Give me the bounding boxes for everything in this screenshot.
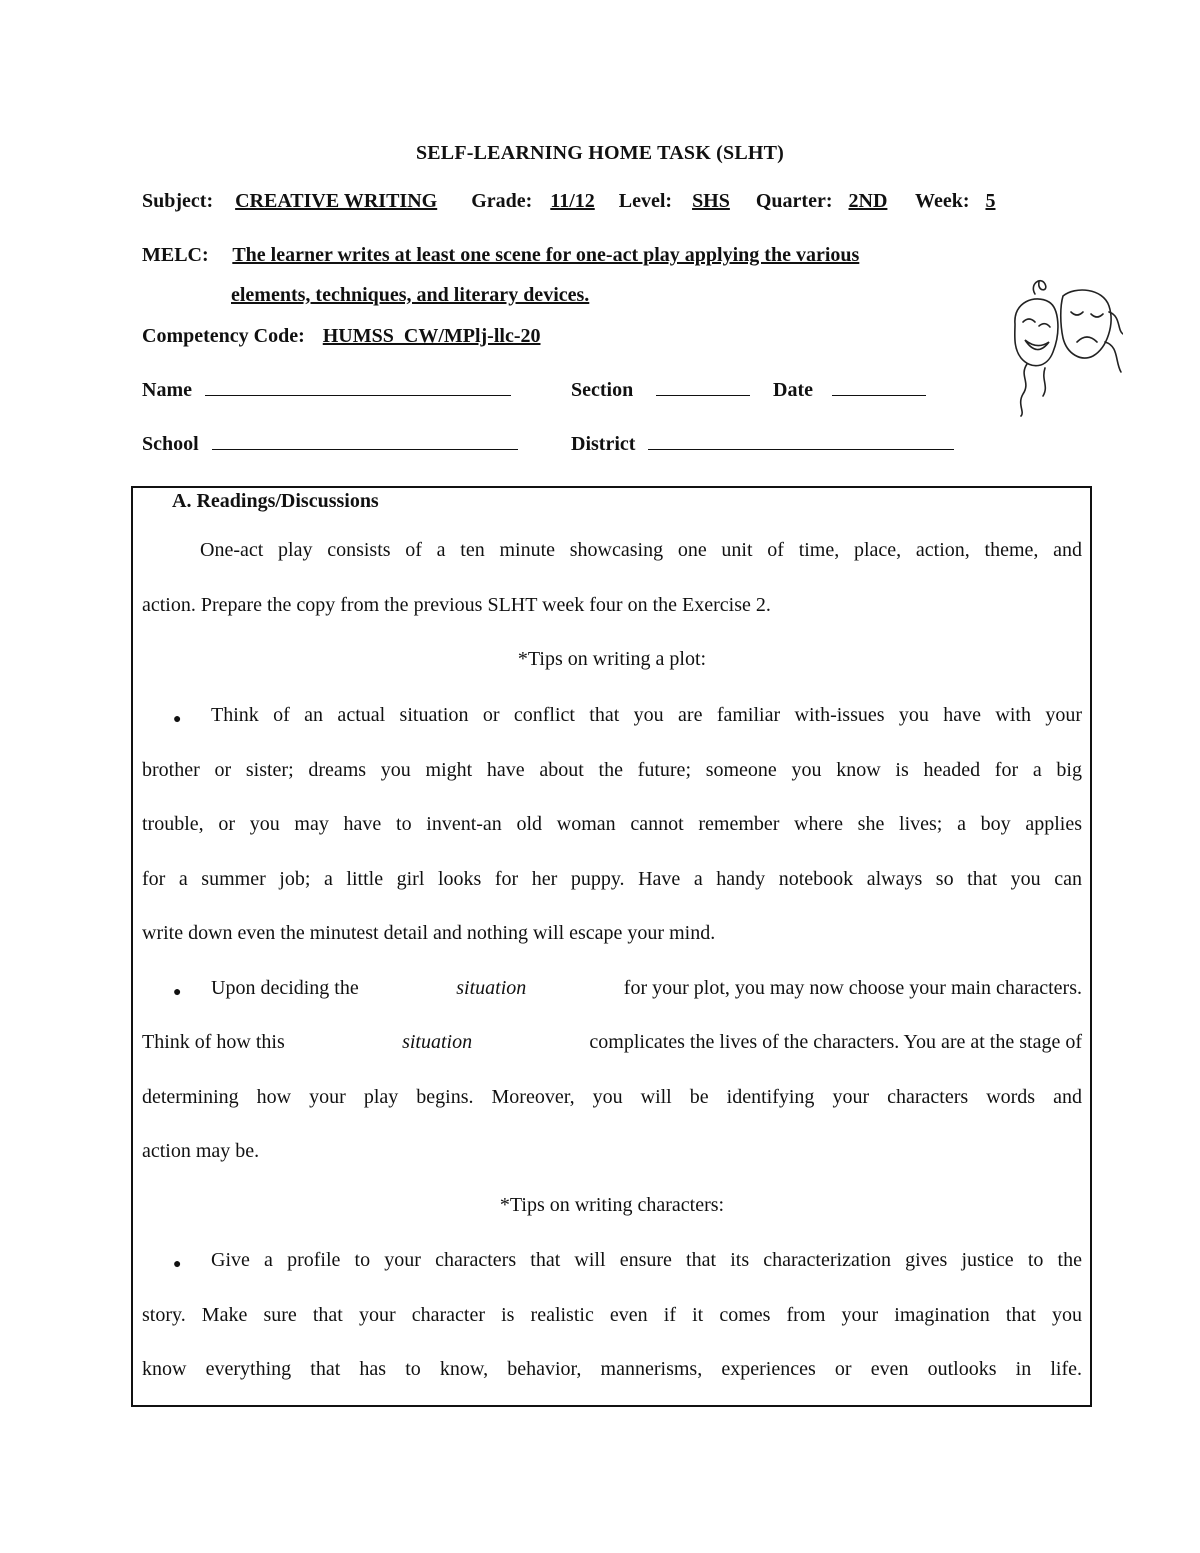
date-field[interactable] [773, 379, 926, 402]
melc-text-line2: elements, techniques, and literary devices. [231, 284, 590, 306]
melc-text-line1: The learner writes at least one scene for one-act play applying the various [232, 244, 860, 266]
bullet1-line-2: brother or sister; dreams you might have about the future; someone you know is headed for a big [142, 759, 1082, 781]
bullet2-line-1-b: for your plot, you may now choose your main characters. [623, 977, 1082, 999]
melc-row [142, 244, 859, 267]
school-field[interactable] [142, 433, 518, 456]
quarter-value: 2ND [848, 190, 888, 212]
bullet2-line-1 [211, 975, 1082, 1002]
subject-label: Subject: [142, 190, 214, 212]
district-field[interactable] [571, 433, 954, 456]
school-blank[interactable] [212, 433, 518, 450]
competency-label: Competency Code: [142, 325, 305, 347]
bullet2-line-3: determining how your play begins. Moreover, you will be identifying your characters words and [142, 1086, 1082, 1108]
section-field[interactable] [571, 379, 750, 402]
school-label: School [142, 433, 199, 455]
tips-characters-heading: *Tips on writing characters: [499, 1194, 725, 1216]
theater-masks-icon [1005, 272, 1123, 418]
bullet-dot-icon: ● [173, 712, 182, 727]
bullet2-line-4: action may be. [142, 1140, 260, 1162]
bullet-dot-icon: ● [173, 985, 182, 1000]
level-value: SHS [692, 190, 730, 212]
bullet1-line-1: Think of an actual situation or conflict that you are familiar with-issues you have with your [211, 704, 1082, 726]
bullet2-line-2 [142, 1029, 1082, 1056]
bullet1-line-5: write down even the minutest detail and nothing will escape your mind. [142, 922, 716, 944]
date-label: Date [773, 379, 813, 401]
section-blank[interactable] [656, 379, 750, 396]
bullet2-line-2-a: Think of how this [142, 1031, 285, 1053]
intro-line-1: One-act play consists of a ten minute showcasing one unit of time, place, action, theme, and [200, 539, 1082, 561]
readings-heading: A. Readings/Discussions [172, 490, 379, 512]
date-blank[interactable] [832, 379, 926, 396]
bullet3-line-3: know everything that has to know, behavior, mannerisms, experiences or even outlooks in life. [142, 1358, 1082, 1380]
bullet3-line-1: Give a profile to your characters that will ensure that its characterization gives justice to the [211, 1249, 1082, 1271]
competency-row [142, 325, 541, 348]
intro-line-2: action. Prepare the copy from the previous SLHT week four on the Exercise 2. [142, 594, 771, 616]
name-blank[interactable] [205, 379, 511, 396]
bullet3-line-2: story. Make sure that your character is realistic even if it comes from your imagination that you [142, 1304, 1082, 1326]
bullet1-line-3: trouble, or you may have to invent-an old woman cannot remember where she lives; a boy applies [142, 813, 1082, 835]
subject-row [142, 190, 995, 213]
level-label: Level: [618, 190, 673, 212]
district-label: District [571, 433, 636, 455]
document-title: SELF-LEARNING HOME TASK (SLHT) [415, 142, 785, 164]
grade-label: Grade: [471, 190, 533, 212]
bullet2-line-2-b: complicates the lives of the characters. You are at the stage of [589, 1031, 1082, 1053]
bullet2-line-2-em: situation [402, 1031, 473, 1053]
subject-value: CREATIVE WRITING [235, 190, 438, 212]
week-label: Week: [915, 190, 970, 212]
bullet2-line-1-em: situation [456, 977, 527, 999]
grade-value: 11/12 [550, 190, 595, 212]
week-value: 5 [985, 190, 996, 212]
bullet1-line-4: for a summer job; a little girl looks for her puppy. Have a handy notebook always so that you can [142, 868, 1082, 890]
quarter-label: Quarter: [755, 190, 833, 212]
bullet2-line-1-a: Upon deciding the [211, 977, 359, 999]
name-field[interactable] [142, 379, 511, 402]
name-label: Name [142, 379, 192, 401]
competency-code: HUMSS_CW/MPlj-llc-20 [322, 325, 541, 347]
melc-label: MELC: [142, 244, 209, 266]
district-blank[interactable] [648, 433, 954, 450]
bullet-dot-icon: ● [173, 1257, 182, 1272]
tips-plot-heading: *Tips on writing a plot: [517, 648, 707, 670]
section-label: Section [571, 379, 634, 401]
